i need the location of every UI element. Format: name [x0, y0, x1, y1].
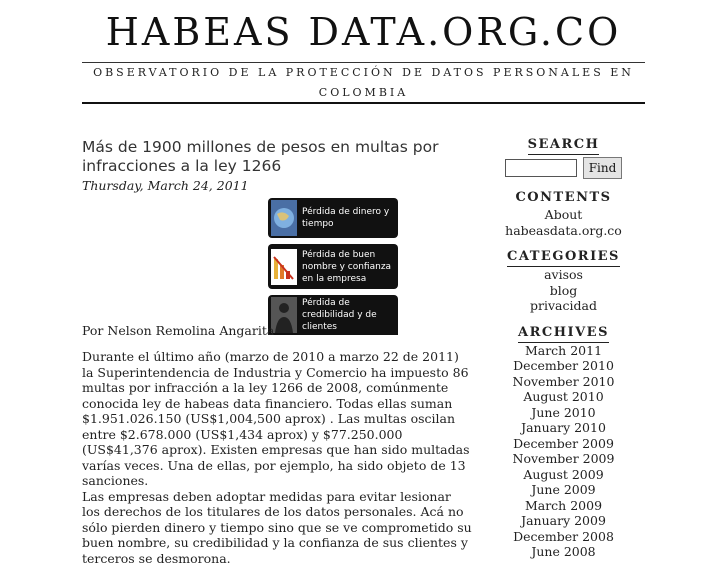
card-label: Pérdida de buen nombre y confianza en la empresa [302, 249, 398, 285]
search-heading: SEARCH [528, 136, 600, 155]
post-author: Por Nelson Remolina Angarita [82, 323, 274, 338]
archive-link[interactable]: November 2009 [513, 451, 615, 466]
archive-link[interactable]: March 2011 [525, 343, 602, 358]
card-label: Pérdida de credibilidad y de clientes [302, 297, 398, 333]
falling-chart-icon [271, 249, 297, 285]
post-date: Thursday, March 24, 2011 [82, 178, 249, 193]
site-title[interactable]: HABEAS DATA.ORG.CO [82, 10, 645, 54]
archive-link[interactable]: June 2009 [531, 482, 595, 497]
archive-link[interactable]: August 2009 [523, 467, 603, 482]
post-paragraph: Las empresas deben adoptar medidas para evitar lesionar los derechos de los titulares de los datos personales. Acá no sólo pierden dinero y tiempo sino que se ve comprometido su buen nombre, su credibilidad y la confianza de sus clientes y terceros se desmorona. [82, 489, 472, 566]
post-paragraph: Durante el último año (marzo de 2010 a marzo 22 de 2011) la Superintendencia de Industria y Comercio ha impuesto 86 multas por infracción a la ley 1266 de 2008, comúnmente conocida ley de habeas data financiero. Todas ellas suman $1.951.026.150 (US$1,004,500 aprox) . Las multas oscilan entre $2.678.000 (US$1,434 aprox) y $77.250.000 (US$41,376 aprox). Existen empresas que han sido multadas varías veces. Una de ellas, por ejemplo, ha sido objeto de 13 sanciones. [82, 349, 472, 489]
archive-link[interactable]: June 2008 [531, 544, 595, 559]
categories-heading[interactable]: CATEGORIES [507, 248, 620, 267]
archive-link[interactable]: June 2010 [531, 405, 595, 420]
person-silhouette-icon [271, 297, 297, 333]
search-input[interactable] [505, 159, 577, 177]
category-link[interactable]: blog [550, 283, 578, 298]
archive-link[interactable]: January 2010 [521, 420, 606, 435]
find-button[interactable]: Find [583, 157, 623, 179]
contents-section [486, 189, 641, 238]
card-credibility [268, 295, 398, 335]
archives-section [486, 324, 641, 560]
tagline-line-2: COLOMBIA [82, 83, 645, 103]
archives-heading[interactable]: ARCHIVES [518, 324, 609, 343]
tagline-line-1: OBSERVATORIO DE LA PROTECCIÓN DE DATOS PERSONALES EN [82, 63, 645, 83]
archive-link[interactable]: August 2010 [523, 389, 603, 404]
archive-link[interactable]: March 2009 [525, 498, 602, 513]
card-money-time [268, 198, 398, 238]
sidebar [486, 136, 641, 560]
site-tagline [82, 63, 645, 103]
search-section [486, 136, 641, 179]
contents-heading: CONTENTS [515, 189, 611, 207]
categories-section [486, 248, 641, 314]
archive-link[interactable]: December 2009 [513, 436, 614, 451]
archive-link[interactable]: December 2010 [513, 358, 614, 373]
contents-link-about[interactable]: About habeasdata.org.co [505, 207, 622, 238]
post-title[interactable]: Más de 1900 millones de pesos en multas por infracciones a la ley 1266 [82, 138, 472, 176]
archive-link[interactable]: January 2009 [521, 513, 606, 528]
category-link[interactable]: privacidad [530, 298, 597, 313]
card-reputation [268, 244, 398, 289]
category-link[interactable]: avisos [544, 267, 583, 282]
post-body [82, 349, 472, 566]
card-label: Pérdida de dinero y tiempo [302, 206, 398, 230]
archive-link[interactable]: November 2010 [513, 374, 615, 389]
globe-icon [271, 200, 297, 236]
archive-link[interactable]: December 2008 [513, 529, 614, 544]
header-rule-bottom [82, 102, 645, 104]
